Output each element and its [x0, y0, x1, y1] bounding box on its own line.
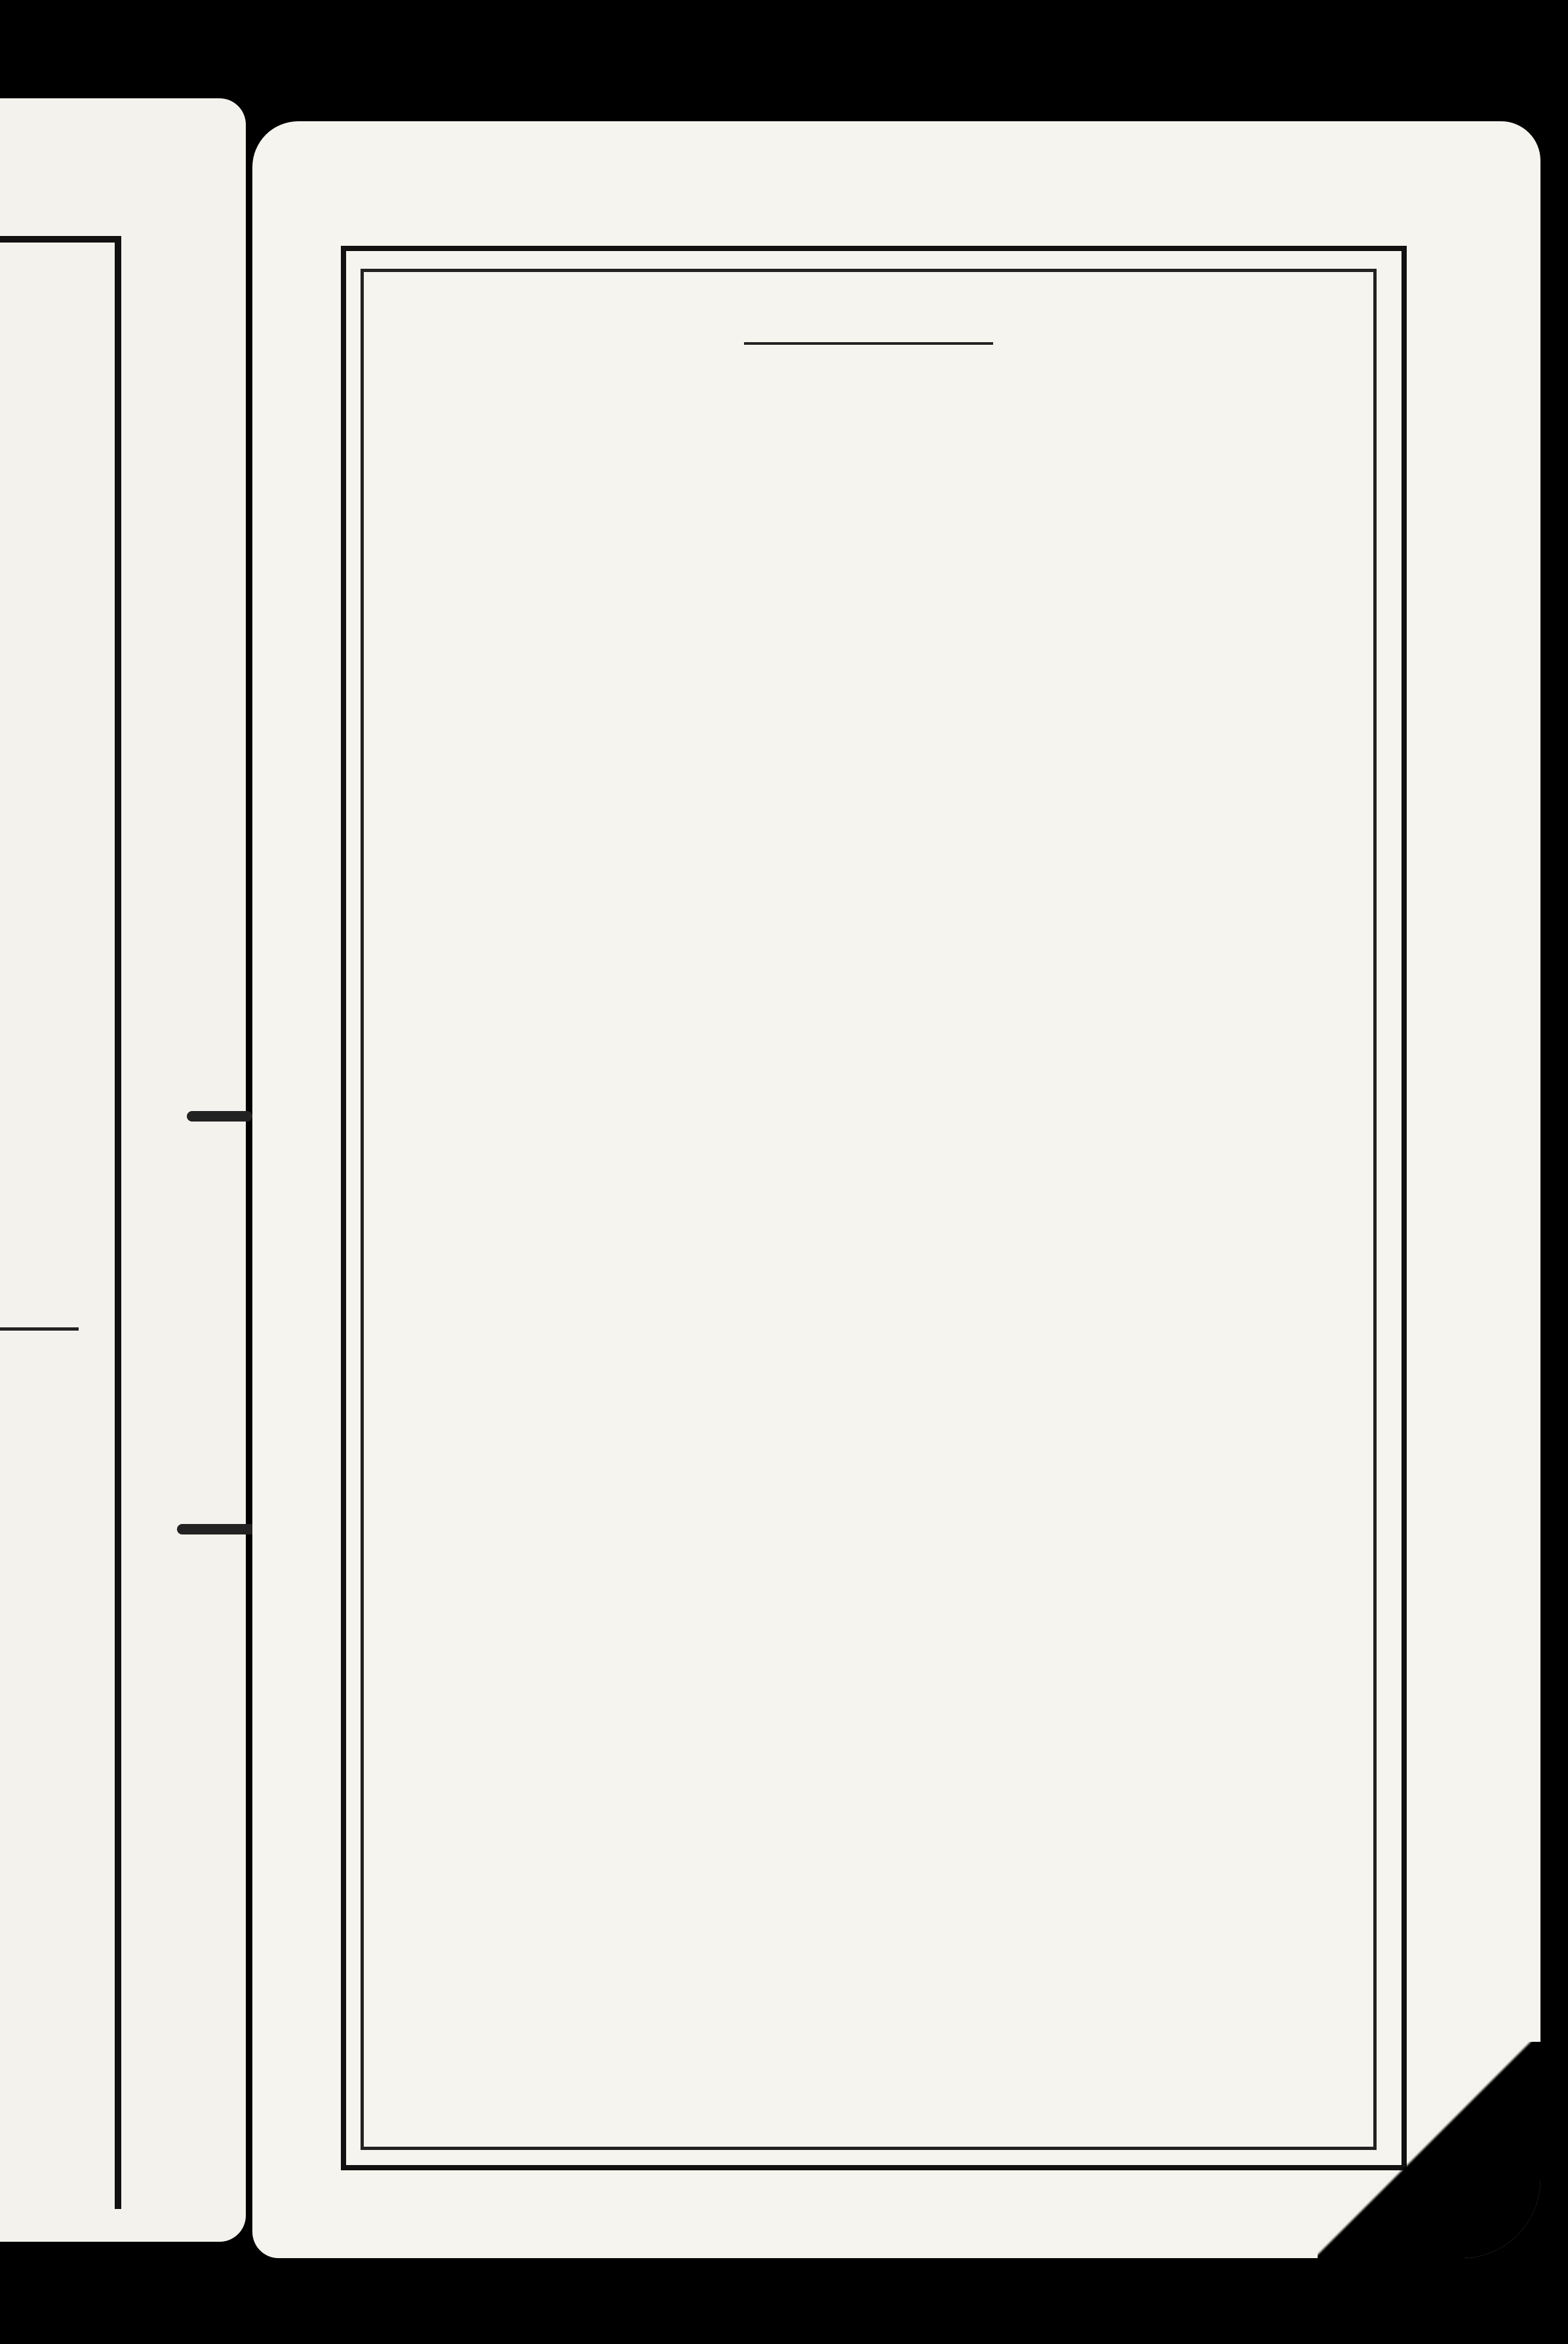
left-page-rule	[0, 1327, 79, 1331]
left-page-fragment	[0, 98, 246, 2242]
page-body	[377, 328, 1360, 357]
torn-page-corner	[1318, 2042, 1540, 2258]
binding-thread	[187, 1111, 252, 1122]
page-header	[374, 272, 1357, 318]
left-page-frame	[0, 236, 121, 2209]
page-border-inner	[361, 269, 1377, 2150]
section-divider	[744, 342, 993, 345]
almanac-page	[252, 121, 1540, 2258]
